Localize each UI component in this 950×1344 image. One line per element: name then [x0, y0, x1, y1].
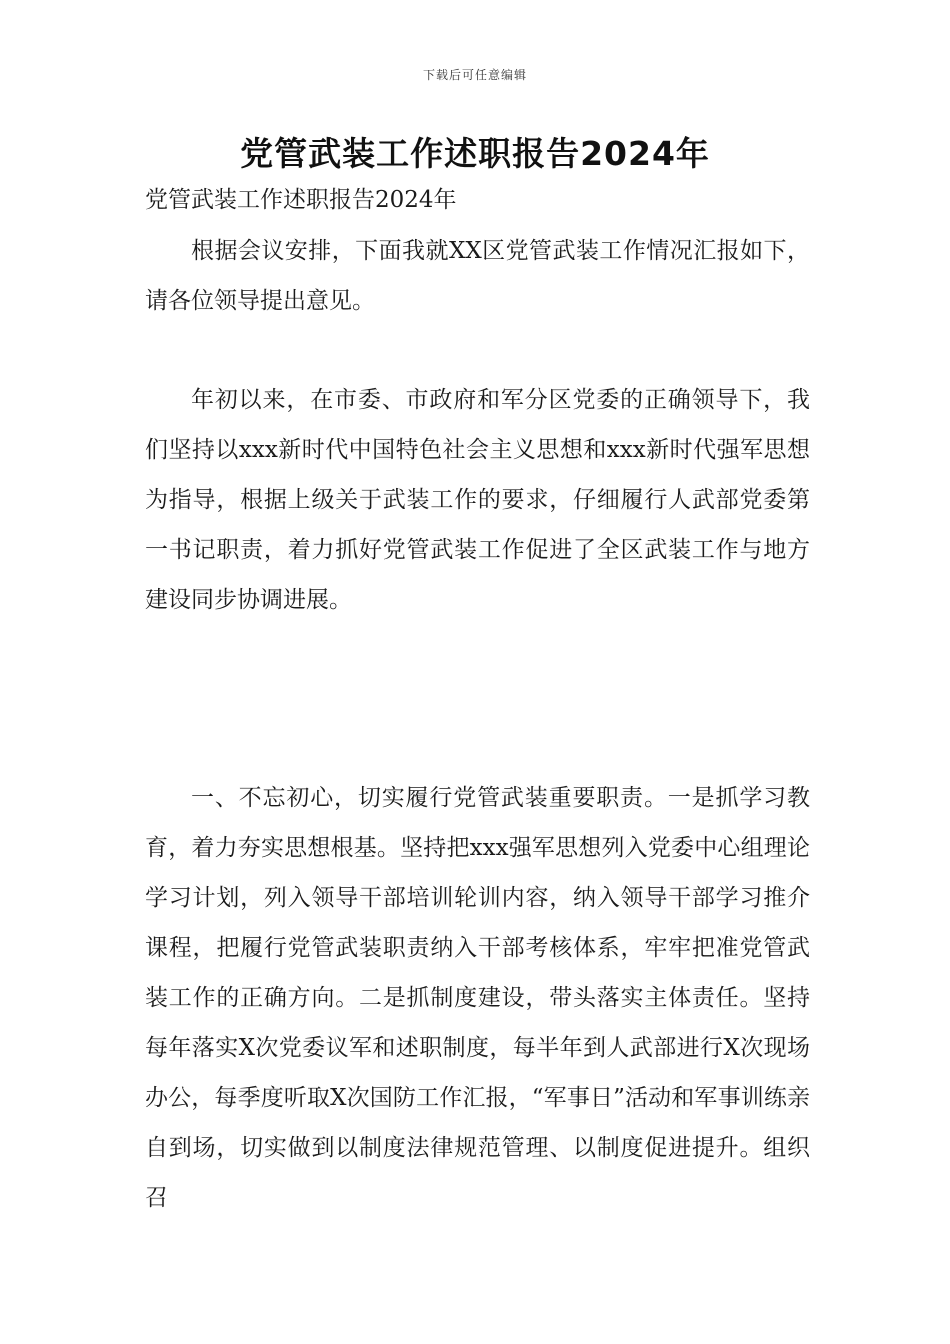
paragraph-2-text: 年初以来，在市委、市政府和军分区党委的正确领导下，我们坚持以xxx新时代中国特色社会主义思想和xxx新时代强军思想为指导，根据上级关于武装工作的要求，仔细履行人武部党委第一书记职责，着力抓好党管武装工作促进了全区武装工作与地方建设同步协调进展。: [145, 387, 810, 613]
paragraph-1: [145, 226, 810, 326]
document-subtitle: 党管武装工作述职报告2024年: [145, 187, 457, 213]
paragraph-2: [145, 375, 810, 625]
paragraph-3: [145, 773, 810, 1223]
paragraph-1-text: 根据会议安排，下面我就XX区党管武装工作情况汇报如下，请各位领导提出意见。: [145, 238, 810, 314]
header-note: 下载后可任意编辑: [422, 68, 527, 82]
document-title: 党管武装工作述职报告2024年: [240, 134, 710, 173]
paragraph-3-text: 一、不忘初心，切实履行党管武装重要职责。一是抓学习教育，着力夯实思想根基。坚持把xxx强军思想列入党委中心组理论学习计划，列入领导干部培训轮训内容，纳入领导干部学习推介课程，把履行党管武装职责纳入干部考核体系，牢牢把准党管武装工作的正确方向。二是抓制度建设，带头落实主体责任。坚持每年落实X次党委议军和述职制度，每半年到人武部进行X次现场办公，每季度听取X次国防工作汇报，“军事日”活动和军事训练亲自到场，切实做到以制度法律规范管理、以制度促进提升。组织召: [145, 785, 810, 1211]
